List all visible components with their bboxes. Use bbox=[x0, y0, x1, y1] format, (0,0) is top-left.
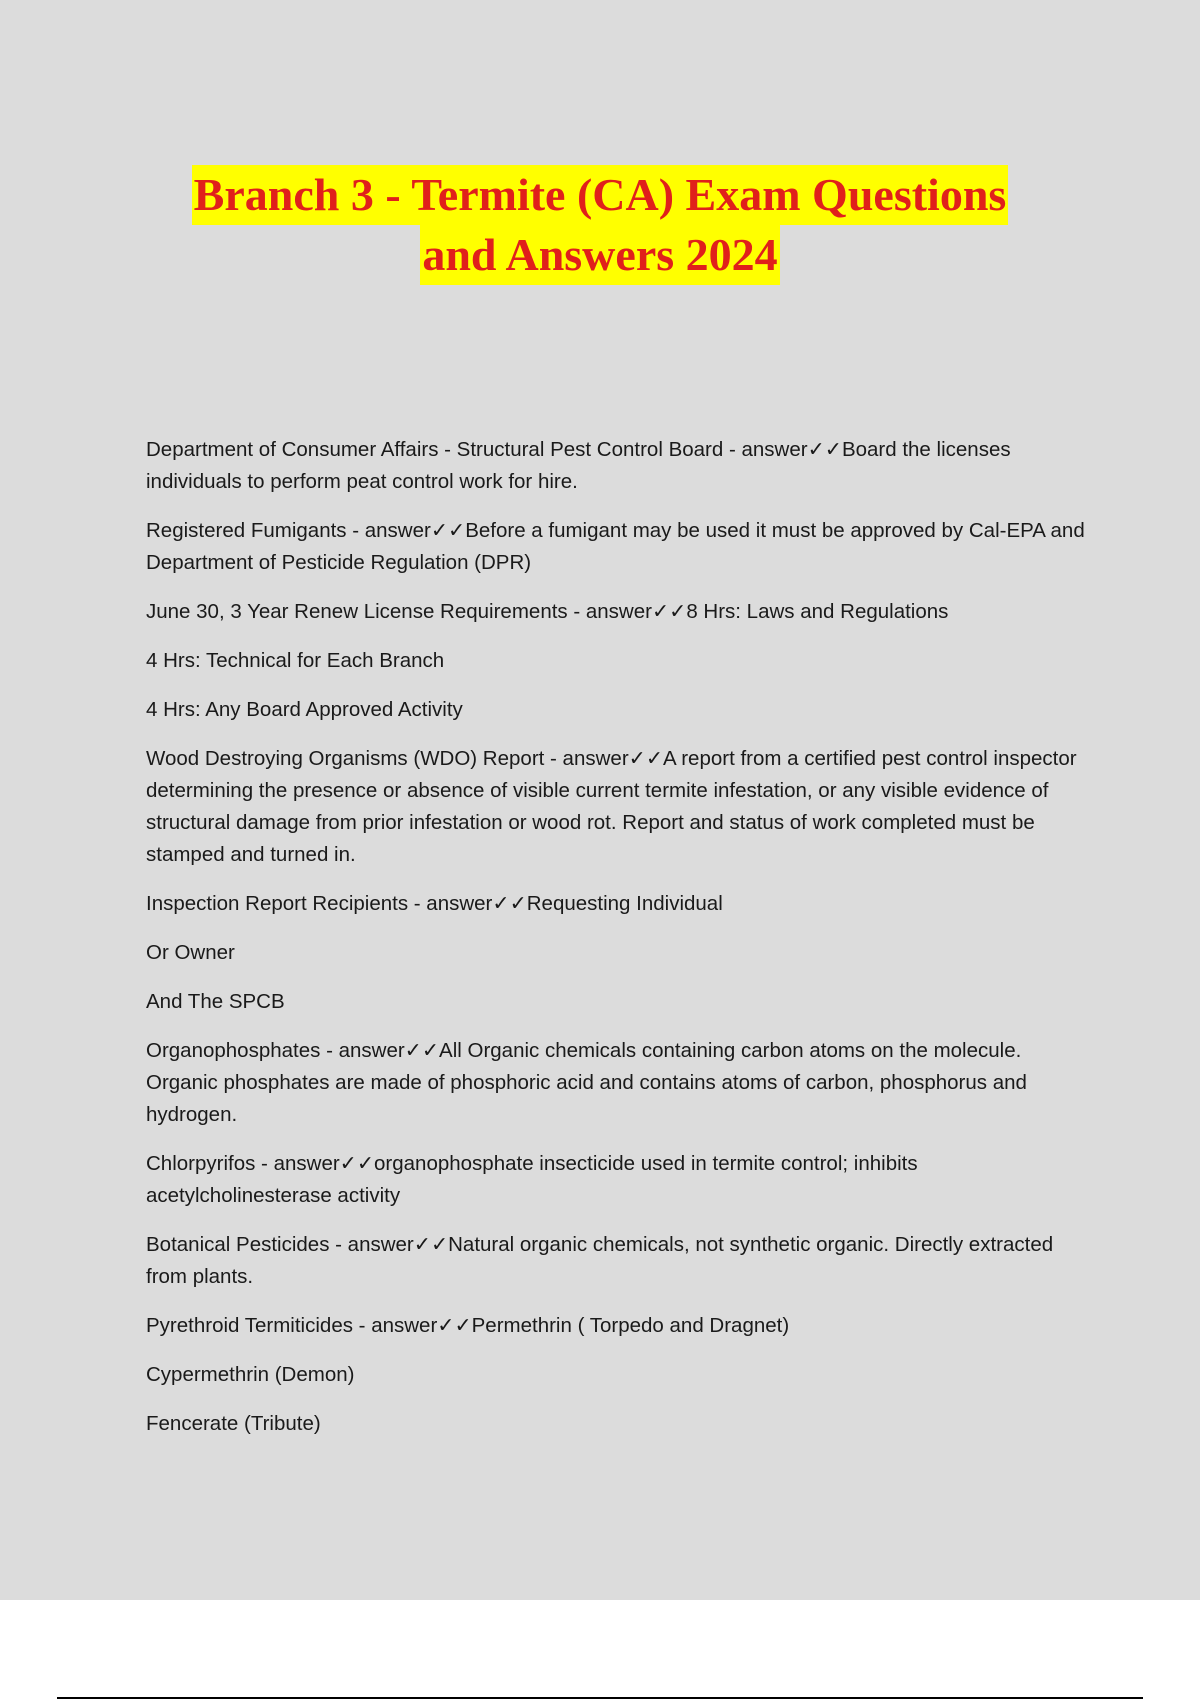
paragraph: Pyrethroid Termiticides - answer✓✓Permethrin ( Torpedo and Dragnet) bbox=[146, 1314, 790, 1337]
document-title bbox=[0, 165, 1200, 285]
title-line-2: and Answers 2024 bbox=[420, 225, 779, 285]
paragraph: Inspection Report Recipients - answer✓✓Requesting Individual bbox=[146, 892, 723, 915]
paragraph: Cypermethrin (Demon) bbox=[146, 1363, 355, 1386]
paragraph: Registered Fumigants - answer✓✓Before a fumigant may be used it must be approved by Cal-EPA and Department of Pesticide Regulation (DPR) bbox=[146, 519, 1085, 574]
paragraph: And The SPCB bbox=[146, 990, 285, 1013]
title-line-1: Branch 3 - Termite (CA) Exam Questions bbox=[192, 165, 1009, 225]
paragraph: 4 Hrs: Any Board Approved Activity bbox=[146, 698, 463, 721]
paragraph: Department of Consumer Affairs - Structural Pest Control Board - answer✓✓Board the licenses individuals to perform peat control work for hire. bbox=[146, 438, 1011, 493]
paragraph: Chlorpyrifos - answer✓✓organophosphate insecticide used in termite control; inhibits acetylcholinesterase activity bbox=[146, 1152, 918, 1207]
paragraph: 4 Hrs: Technical for Each Branch bbox=[146, 649, 445, 672]
paragraph: Wood Destroying Organisms (WDO) Report - answer✓✓A report from a certified pest control inspector determining the presence or absence of visible current termite infestation, or any visible evidence of structural damage from prior infestation or wood rot. Report and status of work completed must be stamped and turned in. bbox=[146, 747, 1077, 866]
paragraph: June 30, 3 Year Renew License Requirements - answer✓✓8 Hrs: Laws and Regulations bbox=[146, 600, 949, 623]
paragraph: Botanical Pesticides - answer✓✓Natural organic chemicals, not synthetic organic. Directly extracted from plants. bbox=[146, 1233, 1054, 1288]
paragraph: Or Owner bbox=[146, 941, 235, 964]
paragraph: Fencerate (Tribute) bbox=[146, 1412, 321, 1435]
footer-divider bbox=[57, 1697, 1143, 1699]
document-body bbox=[146, 434, 1086, 1457]
paragraph: Organophosphates - answer✓✓All Organic chemicals containing carbon atoms on the molecule. Organic phosphates are made of phosphoric acid and contains atoms of carbon, phosphorus and hydrogen. bbox=[146, 1039, 1027, 1126]
